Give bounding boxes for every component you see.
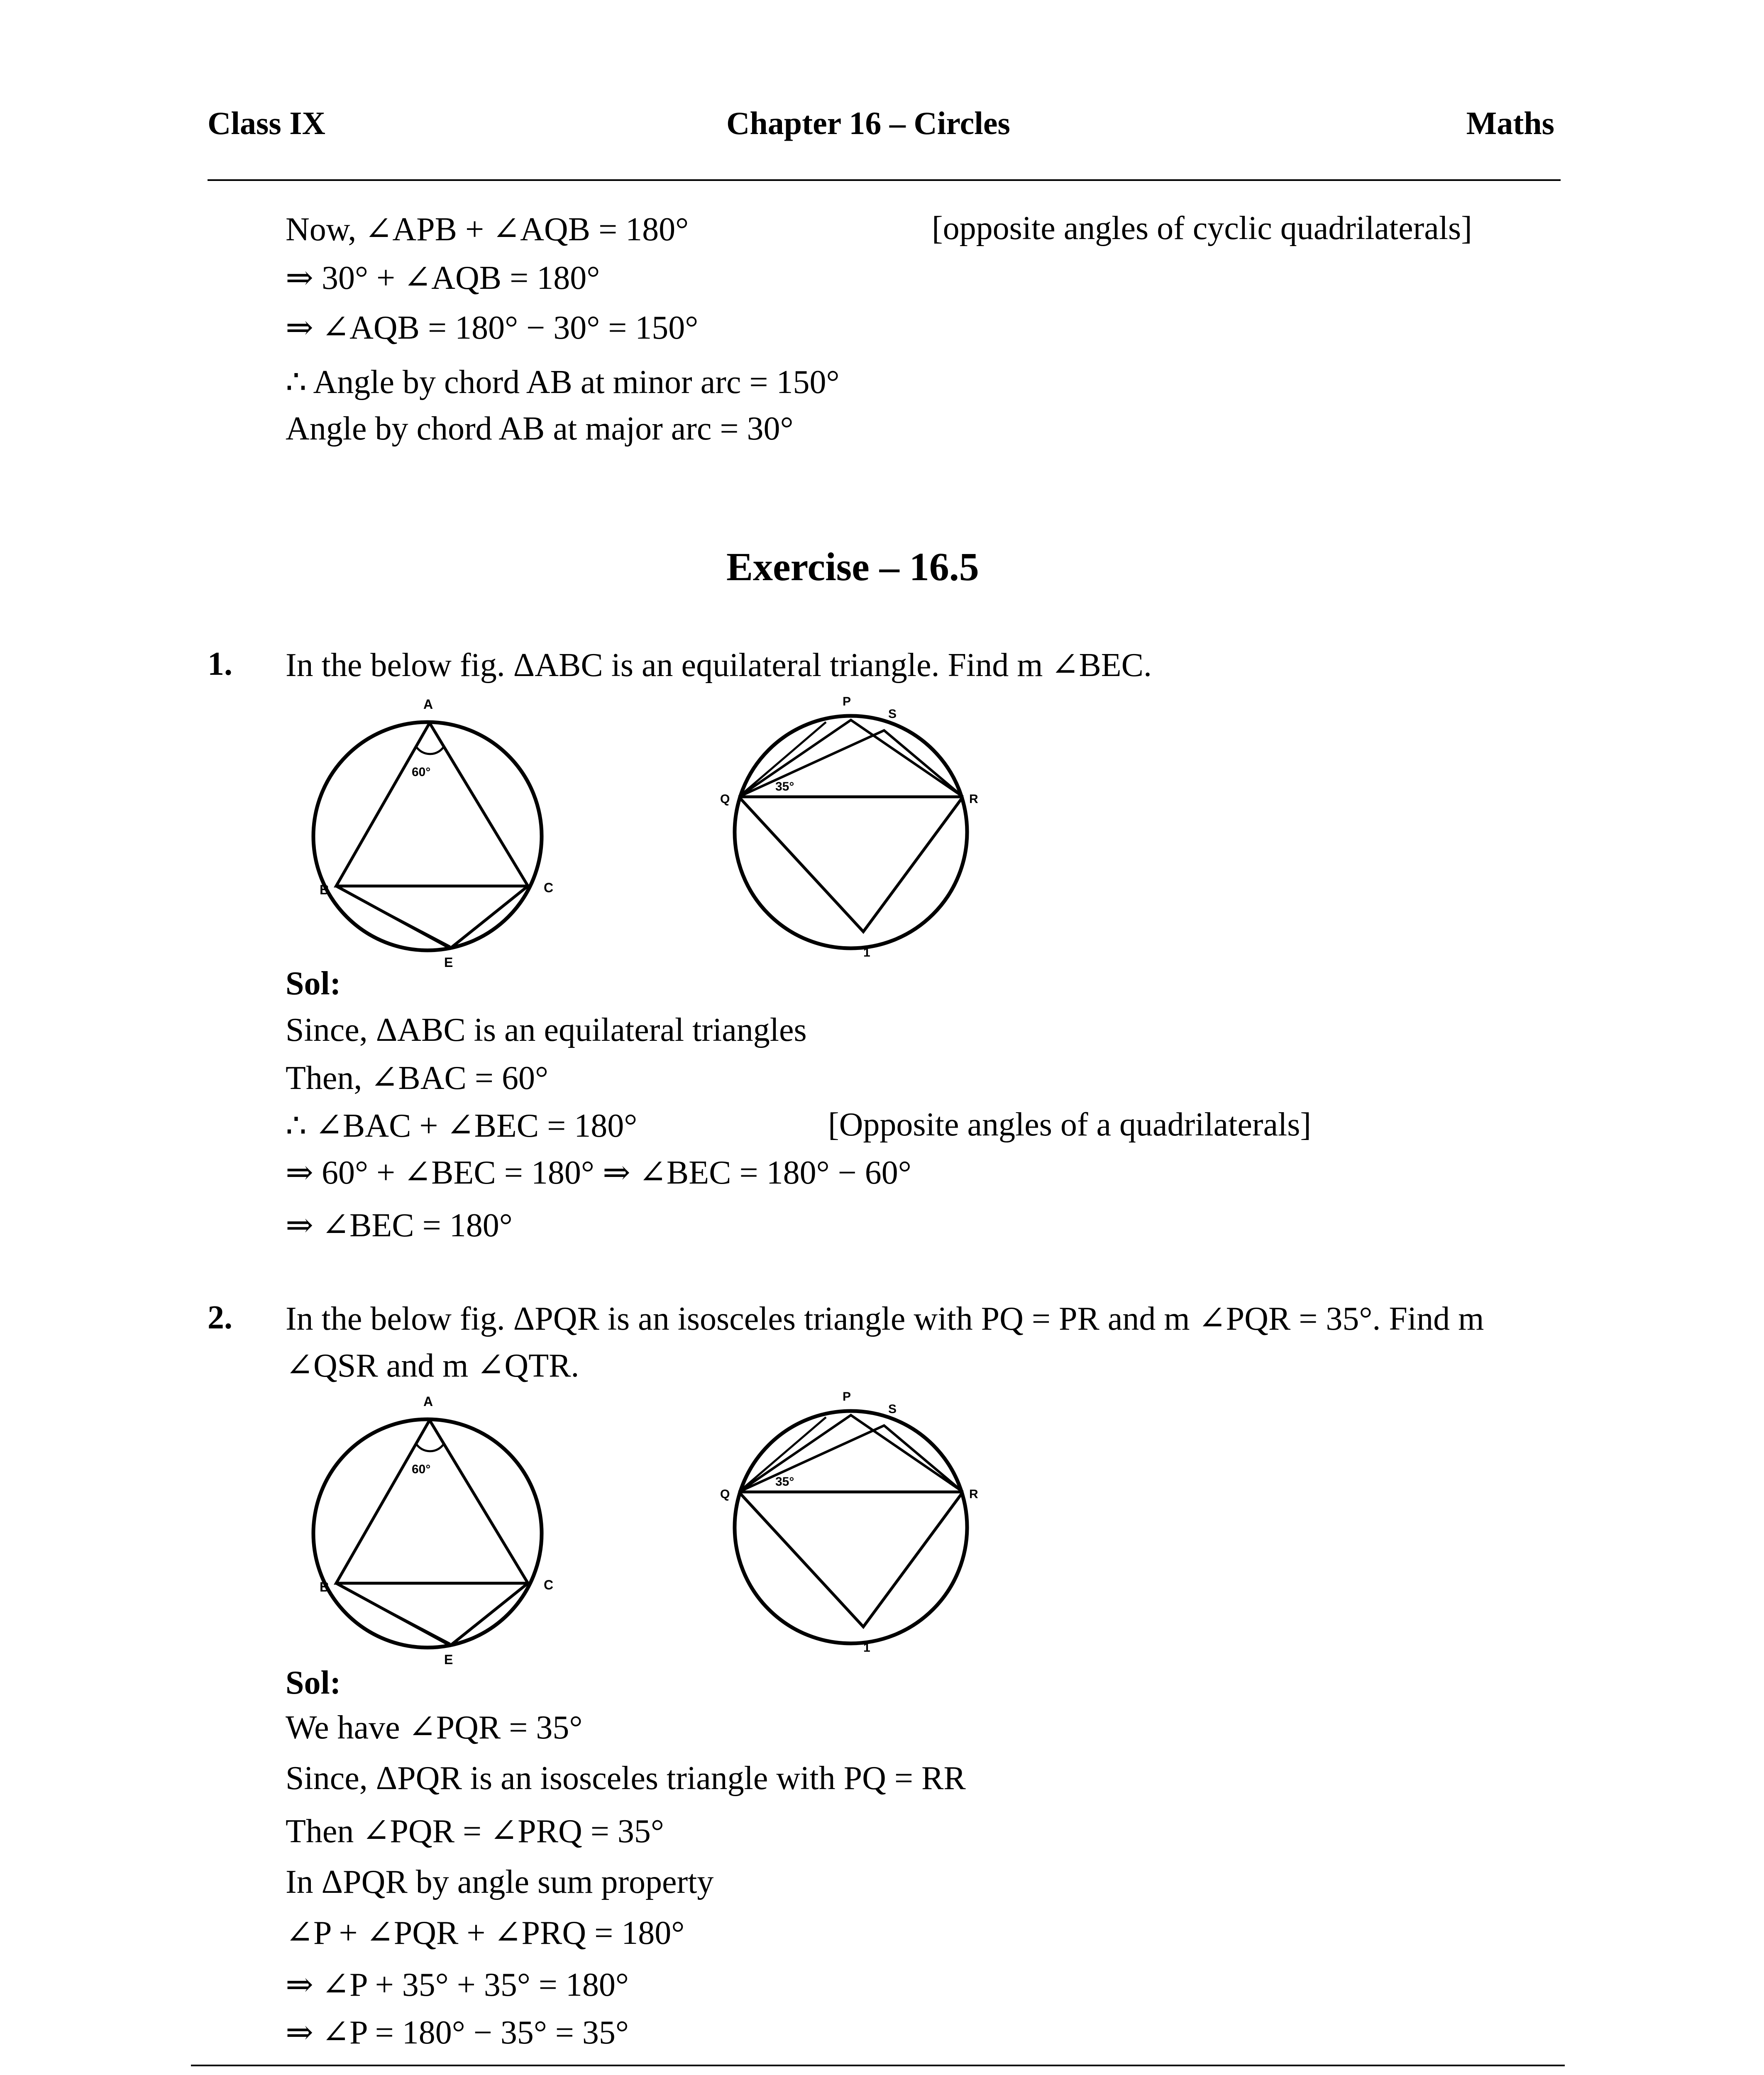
question-text: ∠QSR and m ∠QTR.: [286, 1348, 579, 1384]
question-number: 1.: [208, 646, 232, 682]
continuation-line: ∴ Angle by chord AB at minor arc = 150°: [286, 364, 840, 400]
sol-label: Sol:: [286, 965, 341, 1002]
solution-line: ⇒ ∠BEC = 180°: [286, 1207, 513, 1244]
svg-text:60°: 60°: [412, 765, 431, 779]
solution-line: ∴ ∠BAC + ∠BEC = 180°: [286, 1108, 638, 1144]
svg-text:Q: Q: [720, 1487, 730, 1501]
equilateral-triangle-figure: [307, 1390, 573, 1664]
header-chapter: Chapter 16 – Circles: [726, 105, 1010, 141]
header-divider: [208, 179, 1561, 181]
question-number: 2.: [208, 1299, 232, 1336]
svg-text:C: C: [544, 1577, 554, 1592]
continuation-line: Now, ∠APB + ∠AQB = 180°: [286, 211, 689, 248]
svg-text:60°: 60°: [412, 1462, 431, 1476]
svg-text:P: P: [843, 695, 851, 708]
svg-text:P: P: [843, 1390, 851, 1404]
isosceles-triangle-figure: [714, 693, 980, 967]
solution-line: Then ∠PQR = ∠PRQ = 35°: [286, 1813, 664, 1850]
svg-text:S: S: [888, 707, 897, 721]
svg-text:S: S: [888, 1402, 897, 1416]
continuation-note: [opposite angles of cyclic quadrilaterals]: [932, 210, 1472, 247]
continuation-line: Angle by chord AB at major arc = 30°: [286, 410, 794, 447]
solution-line: ⇒ ∠P + 35° + 35° = 180°: [286, 1967, 629, 2003]
svg-text:35°: 35°: [775, 1475, 794, 1489]
svg-text:R: R: [969, 792, 978, 806]
solution-line: We have ∠PQR = 35°: [286, 1709, 583, 1746]
svg-text:1: 1: [863, 946, 870, 959]
exercise-title: Exercise – 16.5: [726, 544, 979, 589]
solution-line: ⇒ 60° + ∠BEC = 180° ⇒ ∠BEC = 180° − 60°: [286, 1155, 911, 1191]
equilateral-triangle-figure: [307, 693, 573, 967]
continuation-line: ⇒ 30° + ∠AQB = 180°: [286, 260, 600, 296]
question-text: In the below fig. ΔABC is an equilateral triangle. Find m ∠BEC.: [286, 647, 1152, 684]
svg-text:A: A: [423, 697, 433, 712]
svg-text:E: E: [444, 955, 453, 967]
sol-label: Sol:: [286, 1665, 341, 1701]
svg-text:R: R: [969, 1487, 978, 1501]
svg-text:Q: Q: [720, 792, 730, 806]
svg-text:B: B: [320, 1579, 330, 1594]
solution-line: Then, ∠BAC = 60°: [286, 1060, 549, 1096]
solution-line: Since, ΔPQR is an isosceles triangle with PQ = RR: [286, 1760, 966, 1797]
svg-text:35°: 35°: [775, 780, 794, 793]
solution-line: Since, ΔABC is an equilateral triangles: [286, 1012, 807, 1048]
svg-text:A: A: [423, 1394, 433, 1409]
header-class: Class IX: [208, 105, 325, 141]
solution-line: ⇒ ∠P = 180° − 35° = 35°: [286, 2014, 629, 2051]
header-subject: Maths: [1466, 105, 1554, 141]
svg-text:E: E: [444, 1652, 453, 1664]
footer-divider: [191, 2065, 1565, 2066]
continuation-line: ⇒ ∠AQB = 180° − 30° = 150°: [286, 310, 699, 346]
solution-note: [Opposite angles of a quadrilaterals]: [828, 1106, 1312, 1143]
solution-line: In ΔPQR by angle sum property: [286, 1864, 714, 1900]
svg-text:C: C: [544, 880, 554, 895]
svg-text:B: B: [320, 882, 330, 897]
solution-line: ∠P + ∠PQR + ∠PRQ = 180°: [286, 1915, 685, 1951]
svg-text:1: 1: [863, 1641, 870, 1655]
isosceles-triangle-figure: [714, 1388, 980, 1662]
question-text: In the below fig. ΔPQR is an isosceles triangle with PQ = PR and m ∠PQR = 35°. Find m: [286, 1301, 1484, 1337]
